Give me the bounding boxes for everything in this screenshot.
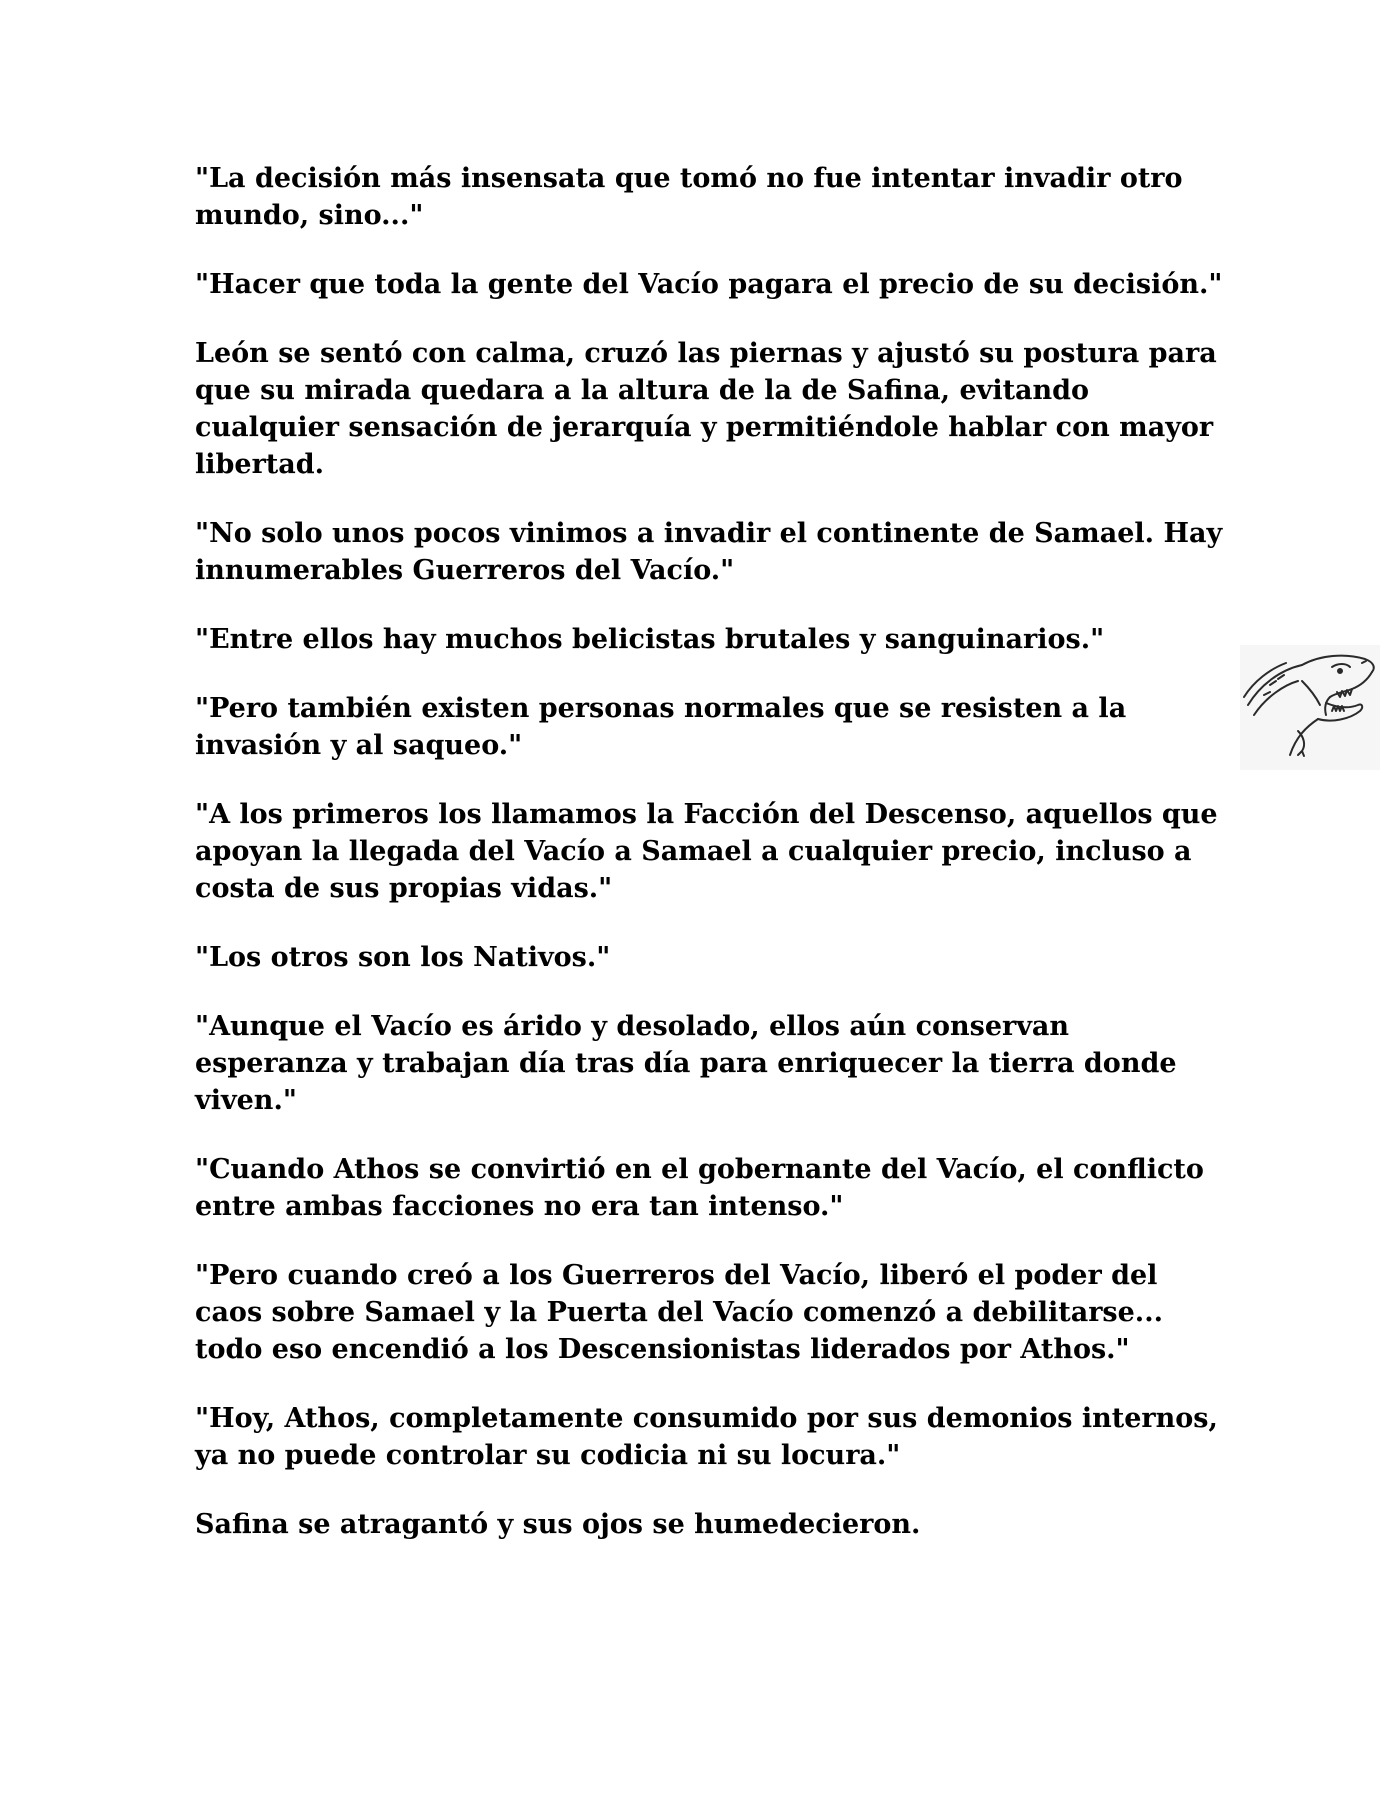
- paragraph: "Hacer que toda la gente del Vacío pagara el precio de su decisión.": [195, 269, 1223, 300]
- paragraph: "Cuando Athos se convirtió en el gobernante del Vacío, el conflicto entre ambas facciones no era tan intenso.": [195, 1154, 1204, 1222]
- paragraph: "La decisión más insensata que tomó no fue intentar invadir otro mundo, sino...": [195, 163, 1183, 231]
- dinosaur-head-sketch-icon: [1240, 645, 1380, 770]
- paragraph: Safina se atragantó y sus ojos se humedecieron.: [195, 1509, 921, 1540]
- paragraph: "Entre ellos hay muchos belicistas brutales y sanguinarios.": [195, 624, 1105, 655]
- paragraph: "A los primeros los llamamos la Facción del Descenso, aquellos que apoyan la llegada del Vacío a Samael a cualquier precio, incluso a costa de sus propias vidas.": [195, 799, 1218, 904]
- paragraph: "No solo unos pocos vinimos a invadir el continente de Samael. Hay innumerables Guerreros del Vacío.": [195, 518, 1223, 586]
- paragraph: "Hoy, Athos, completamente consumido por sus demonios internos, ya no puede controlar su codicia ni su locura.": [195, 1403, 1218, 1471]
- paragraph: "Pero también existen personas normales que se resisten a la invasión y al saqueo.": [195, 693, 1127, 761]
- paragraph: "Los otros son los Nativos.": [195, 942, 611, 973]
- paragraph: León se sentó con calma, cruzó las piernas y ajustó su postura para que su mirada quedara a la altura de la de Safina, evitando cualquier sensación de jerarquía y permitiéndole hablar con mayor libertad.: [195, 338, 1217, 480]
- paragraph: "Pero cuando creó a los Guerreros del Vacío, liberó el poder del caos sobre Samael y la Puerta del Vacío comenzó a debilitarse... todo eso encendió a los Descensionistas liderados por Athos.": [195, 1260, 1163, 1365]
- paragraph: "Aunque el Vacío es árido y desolado, ellos aún conservan esperanza y trabajan día tras día para enriquecer la tierra donde viven.": [195, 1011, 1177, 1116]
- story-text: [195, 160, 1225, 1575]
